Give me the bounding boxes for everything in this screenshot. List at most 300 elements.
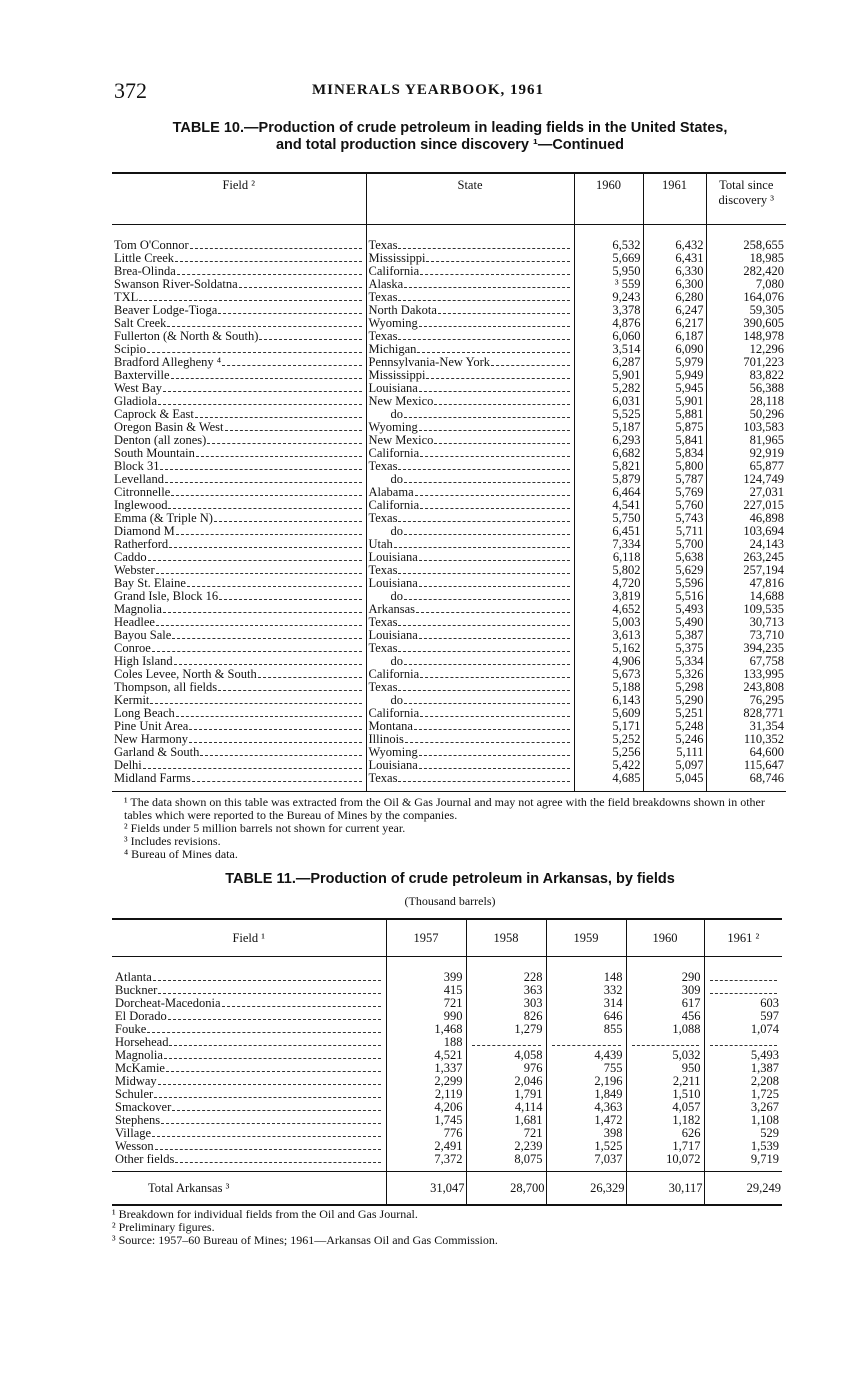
- column-header: State: [366, 173, 574, 225]
- value-1960-cell: 6,532: [574, 225, 643, 253]
- column-header: 1960: [626, 919, 704, 957]
- total-label: Total Arkansas ³: [112, 1172, 386, 1206]
- field-cell: Magnolia: [112, 603, 366, 616]
- field-cell: Fouke: [112, 1023, 386, 1036]
- value-1960-cell: 5,171: [574, 720, 643, 733]
- value-1960-cell: 6,287: [574, 356, 643, 369]
- value-1960-cell: 5,525: [574, 408, 643, 421]
- value-1960-cell: 5,187: [574, 421, 643, 434]
- total-since-discovery-cell: 59,305: [706, 304, 786, 317]
- value-1960-cell: 6,118: [574, 551, 643, 564]
- state-cell: do: [366, 694, 574, 707]
- total-since-discovery-cell: 50,296: [706, 408, 786, 421]
- value-1960-cell: 5,750: [574, 512, 643, 525]
- state-cell: Texas: [366, 330, 574, 343]
- field-cell: Conroe: [112, 642, 366, 655]
- table-row: [112, 616, 786, 629]
- year-value-cell: 646: [546, 1010, 626, 1023]
- total-since-discovery-cell: 30,713: [706, 616, 786, 629]
- no-data-dash: [710, 987, 778, 994]
- value-1960-cell: 6,060: [574, 330, 643, 343]
- field-cell: South Mountain: [112, 447, 366, 460]
- year-value-cell: 456: [626, 1010, 704, 1023]
- state-cell: Texas: [366, 616, 574, 629]
- state-cell: New Mexico: [366, 395, 574, 408]
- state-cell: Wyoming: [366, 746, 574, 759]
- total-value: 31,047: [386, 1172, 466, 1206]
- state-cell: Texas: [366, 291, 574, 304]
- field-cell: McKamie: [112, 1062, 386, 1075]
- year-value-cell: 755: [546, 1062, 626, 1075]
- column-header: 1960: [574, 173, 643, 225]
- year-value-cell: 1,337: [386, 1062, 466, 1075]
- field-cell: Oregon Basin & West: [112, 421, 366, 434]
- value-1961-cell: 5,949: [643, 369, 706, 382]
- table-row: [112, 252, 786, 265]
- value-1960-cell: 3,613: [574, 629, 643, 642]
- year-value-cell: 5,032: [626, 1049, 704, 1062]
- field-cell: Garland & South: [112, 746, 366, 759]
- year-value-cell: 290: [626, 957, 704, 985]
- footnote: ² Preliminary figures.: [112, 1220, 215, 1234]
- year-value-cell: 2,299: [386, 1075, 466, 1088]
- value-1961-cell: 5,298: [643, 681, 706, 694]
- field-cell: Block 31: [112, 460, 366, 473]
- year-value-cell: 1,468: [386, 1023, 466, 1036]
- field-cell: Wesson: [112, 1140, 386, 1153]
- page-number: 372: [114, 78, 147, 103]
- state-cell: Mississippi: [366, 369, 574, 382]
- year-value-cell: 4,206: [386, 1101, 466, 1114]
- year-value-cell: [626, 1036, 704, 1049]
- table-row: [112, 1062, 782, 1075]
- table-row: [112, 759, 786, 772]
- table-row: [112, 957, 782, 985]
- table-row: [112, 330, 786, 343]
- total-since-discovery-cell: 18,985: [706, 252, 786, 265]
- year-value-cell: 4,058: [466, 1049, 546, 1062]
- table-row: [112, 317, 786, 330]
- value-1961-cell: 5,290: [643, 694, 706, 707]
- value-1960-cell: 4,876: [574, 317, 643, 330]
- value-1961-cell: 5,334: [643, 655, 706, 668]
- value-1960-cell: 5,162: [574, 642, 643, 655]
- table11-footnotes: [112, 1208, 788, 1247]
- total-since-discovery-cell: 12,296: [706, 343, 786, 356]
- table-row: [112, 499, 786, 512]
- state-cell: California: [366, 499, 574, 512]
- value-1961-cell: 5,979: [643, 356, 706, 369]
- table-row: [112, 1075, 782, 1088]
- value-1960-cell: 4,685: [574, 772, 643, 792]
- state-cell: Michigan: [366, 343, 574, 356]
- table-row: [112, 590, 786, 603]
- state-cell: Pennsylvania-New York: [366, 356, 574, 369]
- year-value-cell: 950: [626, 1062, 704, 1075]
- state-cell: Louisiana: [366, 382, 574, 395]
- value-1961-cell: 5,711: [643, 525, 706, 538]
- no-data-dash: [710, 974, 778, 981]
- total-since-discovery-cell: 27,031: [706, 486, 786, 499]
- field-cell: Buckner: [112, 984, 386, 997]
- state-cell: Alabama: [366, 486, 574, 499]
- table-row: [112, 577, 786, 590]
- total-since-discovery-cell: 65,877: [706, 460, 786, 473]
- field-cell: Ratherford: [112, 538, 366, 551]
- year-value-cell: [704, 1036, 782, 1049]
- state-cell: do: [366, 408, 574, 421]
- value-1961-cell: 5,901: [643, 395, 706, 408]
- total-since-discovery-cell: 227,015: [706, 499, 786, 512]
- year-value-cell: 399: [386, 957, 466, 985]
- year-value-cell: 1,539: [704, 1140, 782, 1153]
- table11-total-row: [112, 1172, 782, 1206]
- field-cell: Smackover: [112, 1101, 386, 1114]
- table-row: [112, 694, 786, 707]
- value-1961-cell: 5,111: [643, 746, 706, 759]
- state-cell: Louisiana: [366, 551, 574, 564]
- year-value-cell: 8,075: [466, 1153, 546, 1172]
- column-header: 1959: [546, 919, 626, 957]
- table-row: [112, 486, 786, 499]
- table-row: [112, 1010, 782, 1023]
- value-1960-cell: 5,256: [574, 746, 643, 759]
- table-row: [112, 772, 786, 792]
- value-1960-cell: 6,464: [574, 486, 643, 499]
- total-value: 26,329: [546, 1172, 626, 1206]
- value-1960-cell: 4,652: [574, 603, 643, 616]
- total-value: 29,249: [704, 1172, 782, 1206]
- table-row: [112, 1023, 782, 1036]
- total-since-discovery-cell: 76,295: [706, 694, 786, 707]
- value-1961-cell: 6,432: [643, 225, 706, 253]
- state-cell: California: [366, 707, 574, 720]
- value-1961-cell: 5,743: [643, 512, 706, 525]
- year-value-cell: 2,211: [626, 1075, 704, 1088]
- table-row: [112, 460, 786, 473]
- page-header: [114, 78, 786, 102]
- table-row: [112, 1101, 782, 1114]
- state-cell: do: [366, 525, 574, 538]
- total-since-discovery-cell: 133,995: [706, 668, 786, 681]
- total-since-discovery-cell: 390,605: [706, 317, 786, 330]
- table-row: [112, 1114, 782, 1127]
- field-cell: Delhi: [112, 759, 366, 772]
- value-1960-cell: 3,514: [574, 343, 643, 356]
- running-title: MINERALS YEARBOOK, 1961: [312, 82, 545, 98]
- table10: [112, 172, 786, 792]
- table-row: [112, 538, 786, 551]
- table-row: [112, 473, 786, 486]
- state-cell: Texas: [366, 564, 574, 577]
- value-1960-cell: 9,243: [574, 291, 643, 304]
- column-header: 1961: [643, 173, 706, 225]
- state-cell: Utah: [366, 538, 574, 551]
- state-cell: Montana: [366, 720, 574, 733]
- value-1960-cell: 5,282: [574, 382, 643, 395]
- state-cell: Louisiana: [366, 759, 574, 772]
- year-value-cell: 10,072: [626, 1153, 704, 1172]
- field-cell: Baxterville: [112, 369, 366, 382]
- year-value-cell: 332: [546, 984, 626, 997]
- table-row: [112, 343, 786, 356]
- field-cell: Swanson River-Soldatna: [112, 278, 366, 291]
- year-value-cell: 1,717: [626, 1140, 704, 1153]
- value-1960-cell: 6,451: [574, 525, 643, 538]
- year-value-cell: 976: [466, 1062, 546, 1075]
- year-value-cell: 721: [386, 997, 466, 1010]
- total-since-discovery-cell: 243,808: [706, 681, 786, 694]
- value-1960-cell: 6,143: [574, 694, 643, 707]
- field-cell: Midland Farms: [112, 772, 366, 792]
- value-1961-cell: 5,246: [643, 733, 706, 746]
- value-1960-cell: 5,673: [574, 668, 643, 681]
- field-cell: Headlee: [112, 616, 366, 629]
- total-since-discovery-cell: 148,978: [706, 330, 786, 343]
- state-cell: New Mexico: [366, 434, 574, 447]
- table-row: [112, 1049, 782, 1062]
- field-cell: Pine Unit Area: [112, 720, 366, 733]
- value-1961-cell: 5,248: [643, 720, 706, 733]
- state-cell: Illinois: [366, 733, 574, 746]
- table11-header-row: [112, 919, 782, 957]
- table-row: [112, 564, 786, 577]
- table-row: [112, 304, 786, 317]
- year-value-cell: 4,439: [546, 1049, 626, 1062]
- footnote: ¹ The data shown on this table was extracted from the Oil & Gas Journal and may not agree with the field breakdowns shown in other tables which were reported to the Bureau of Mines by the companies.: [124, 795, 765, 822]
- total-since-discovery-cell: 828,771: [706, 707, 786, 720]
- year-value-cell: 1,472: [546, 1114, 626, 1127]
- year-value-cell: 303: [466, 997, 546, 1010]
- year-value-cell: 626: [626, 1127, 704, 1140]
- year-value-cell: [466, 1036, 546, 1049]
- table-row: [112, 291, 786, 304]
- no-data-dash: [472, 1039, 541, 1046]
- year-value-cell: 2,046: [466, 1075, 546, 1088]
- total-since-discovery-cell: 68,746: [706, 772, 786, 792]
- column-header: Field ²: [112, 173, 366, 225]
- field-cell: Salt Creek: [112, 317, 366, 330]
- value-1960-cell: 5,879: [574, 473, 643, 486]
- field-cell: Village: [112, 1127, 386, 1140]
- total-since-discovery-cell: 64,600: [706, 746, 786, 759]
- table-row: [112, 681, 786, 694]
- year-value-cell: 2,119: [386, 1088, 466, 1101]
- value-1960-cell: 5,003: [574, 616, 643, 629]
- value-1960-cell: 5,669: [574, 252, 643, 265]
- year-value-cell: 1,681: [466, 1114, 546, 1127]
- value-1961-cell: 5,875: [643, 421, 706, 434]
- year-value-cell: 1,074: [704, 1023, 782, 1036]
- table-row: [112, 512, 786, 525]
- field-cell: Citronnelle: [112, 486, 366, 499]
- field-cell: Long Beach: [112, 707, 366, 720]
- table-row: [112, 447, 786, 460]
- field-cell: Emma (& Triple N): [112, 512, 366, 525]
- year-value-cell: 9,719: [704, 1153, 782, 1172]
- field-cell: Schuler: [112, 1088, 386, 1101]
- field-cell: Webster: [112, 564, 366, 577]
- value-1960-cell: 5,950: [574, 265, 643, 278]
- field-cell: Levelland: [112, 473, 366, 486]
- year-value-cell: 4,521: [386, 1049, 466, 1062]
- field-cell: Beaver Lodge-Tioga: [112, 304, 366, 317]
- field-cell: Bay St. Elaine: [112, 577, 366, 590]
- table10-footnotes: [112, 796, 788, 861]
- year-value-cell: 2,239: [466, 1140, 546, 1153]
- field-cell: High Island: [112, 655, 366, 668]
- year-value-cell: 309: [626, 984, 704, 997]
- field-cell: Brea-Olinda: [112, 265, 366, 278]
- field-cell: Fullerton (& North & South): [112, 330, 366, 343]
- total-since-discovery-cell: 164,076: [706, 291, 786, 304]
- field-cell: Caprock & East: [112, 408, 366, 421]
- field-cell: Dorcheat-Macedonia: [112, 997, 386, 1010]
- field-cell: El Dorado: [112, 1010, 386, 1023]
- total-value: 30,117: [626, 1172, 704, 1206]
- field-cell: Inglewood: [112, 499, 366, 512]
- total-since-discovery-cell: 258,655: [706, 225, 786, 253]
- value-1960-cell: 4,720: [574, 577, 643, 590]
- total-since-discovery-cell: 67,758: [706, 655, 786, 668]
- state-cell: California: [366, 265, 574, 278]
- year-value-cell: 415: [386, 984, 466, 997]
- table-row: [112, 278, 786, 291]
- total-since-discovery-cell: 14,688: [706, 590, 786, 603]
- value-1961-cell: 5,045: [643, 772, 706, 792]
- total-since-discovery-cell: 92,919: [706, 447, 786, 460]
- state-cell: do: [366, 590, 574, 603]
- value-1961-cell: 5,490: [643, 616, 706, 629]
- value-1961-cell: 5,841: [643, 434, 706, 447]
- value-1961-cell: 5,516: [643, 590, 706, 603]
- value-1961-cell: 6,431: [643, 252, 706, 265]
- value-1960-cell: 5,422: [574, 759, 643, 772]
- table-row: [112, 1036, 782, 1049]
- table-row: [112, 1127, 782, 1140]
- column-header: Total since discovery ³: [706, 173, 786, 225]
- value-1961-cell: 5,326: [643, 668, 706, 681]
- no-data-dash: [552, 1039, 621, 1046]
- total-since-discovery-cell: 47,816: [706, 577, 786, 590]
- value-1960-cell: 5,252: [574, 733, 643, 746]
- state-cell: Wyoming: [366, 317, 574, 330]
- total-since-discovery-cell: 124,749: [706, 473, 786, 486]
- field-cell: Little Creek: [112, 252, 366, 265]
- year-value-cell: 2,196: [546, 1075, 626, 1088]
- year-value-cell: [704, 984, 782, 997]
- year-value-cell: 1,525: [546, 1140, 626, 1153]
- value-1961-cell: 6,090: [643, 343, 706, 356]
- value-1960-cell: 5,609: [574, 707, 643, 720]
- value-1961-cell: 5,387: [643, 629, 706, 642]
- field-cell: Horsehead: [112, 1036, 386, 1049]
- year-value-cell: 3,267: [704, 1101, 782, 1114]
- state-cell: Wyoming: [366, 421, 574, 434]
- field-cell: Denton (all zones): [112, 434, 366, 447]
- table-row: [112, 720, 786, 733]
- no-data-dash: [632, 1039, 699, 1046]
- column-header: 1961 ²: [704, 919, 782, 957]
- footnote: ¹ Breakdown for individual fields from the Oil and Gas Journal.: [112, 1207, 418, 1221]
- year-value-cell: 1,108: [704, 1114, 782, 1127]
- field-cell: Kermit: [112, 694, 366, 707]
- value-1961-cell: 6,330: [643, 265, 706, 278]
- total-since-discovery-cell: 83,822: [706, 369, 786, 382]
- value-1961-cell: 5,769: [643, 486, 706, 499]
- year-value-cell: 990: [386, 1010, 466, 1023]
- value-1961-cell: 5,700: [643, 538, 706, 551]
- year-value-cell: 7,372: [386, 1153, 466, 1172]
- column-header: Field ¹: [112, 919, 386, 957]
- table-row: [112, 382, 786, 395]
- value-1960-cell: 6,293: [574, 434, 643, 447]
- value-1960-cell: 6,031: [574, 395, 643, 408]
- value-1960-cell: 5,188: [574, 681, 643, 694]
- state-cell: Louisiana: [366, 577, 574, 590]
- state-cell: Texas: [366, 512, 574, 525]
- year-value-cell: 1,088: [626, 1023, 704, 1036]
- field-cell: Thompson, all fields: [112, 681, 366, 694]
- value-1961-cell: 5,629: [643, 564, 706, 577]
- year-value-cell: 398: [546, 1127, 626, 1140]
- year-value-cell: 1,279: [466, 1023, 546, 1036]
- year-value-cell: 363: [466, 984, 546, 997]
- value-1961-cell: 5,800: [643, 460, 706, 473]
- year-value-cell: 2,491: [386, 1140, 466, 1153]
- value-1961-cell: 5,787: [643, 473, 706, 486]
- value-1960-cell: 4,541: [574, 499, 643, 512]
- year-value-cell: 1,725: [704, 1088, 782, 1101]
- table-row: [112, 629, 786, 642]
- total-since-discovery-cell: 394,235: [706, 642, 786, 655]
- table-row: [112, 642, 786, 655]
- field-cell: West Bay: [112, 382, 366, 395]
- field-cell: Stephens: [112, 1114, 386, 1127]
- state-cell: California: [366, 447, 574, 460]
- table-row: [112, 525, 786, 538]
- value-1961-cell: 6,300: [643, 278, 706, 291]
- total-since-discovery-cell: 81,965: [706, 434, 786, 447]
- year-value-cell: 1,510: [626, 1088, 704, 1101]
- year-value-cell: 5,493: [704, 1049, 782, 1062]
- table-row: [112, 551, 786, 564]
- value-1961-cell: 6,280: [643, 291, 706, 304]
- value-1960-cell: 5,821: [574, 460, 643, 473]
- table10-title: [112, 120, 788, 154]
- year-value-cell: 314: [546, 997, 626, 1010]
- state-cell: Texas: [366, 460, 574, 473]
- table-row: [112, 265, 786, 278]
- table-row: [112, 395, 786, 408]
- value-1961-cell: 5,596: [643, 577, 706, 590]
- value-1960-cell: 7,334: [574, 538, 643, 551]
- state-cell: Louisiana: [366, 629, 574, 642]
- table10-body: [112, 225, 786, 792]
- footnote: ³ Includes revisions.: [124, 834, 221, 848]
- year-value-cell: 721: [466, 1127, 546, 1140]
- state-cell: Texas: [366, 642, 574, 655]
- state-cell: Texas: [366, 772, 574, 792]
- table-row: [112, 603, 786, 616]
- table-row: [112, 997, 782, 1010]
- footnote: ³ Source: 1957–60 Bureau of Mines; 1961—Arkansas Oil and Gas Commission.: [112, 1233, 498, 1247]
- year-value-cell: 1,849: [546, 1088, 626, 1101]
- value-1961-cell: 5,881: [643, 408, 706, 421]
- table10-header-row: [112, 173, 786, 225]
- total-since-discovery-cell: 257,194: [706, 564, 786, 577]
- total-since-discovery-cell: 73,710: [706, 629, 786, 642]
